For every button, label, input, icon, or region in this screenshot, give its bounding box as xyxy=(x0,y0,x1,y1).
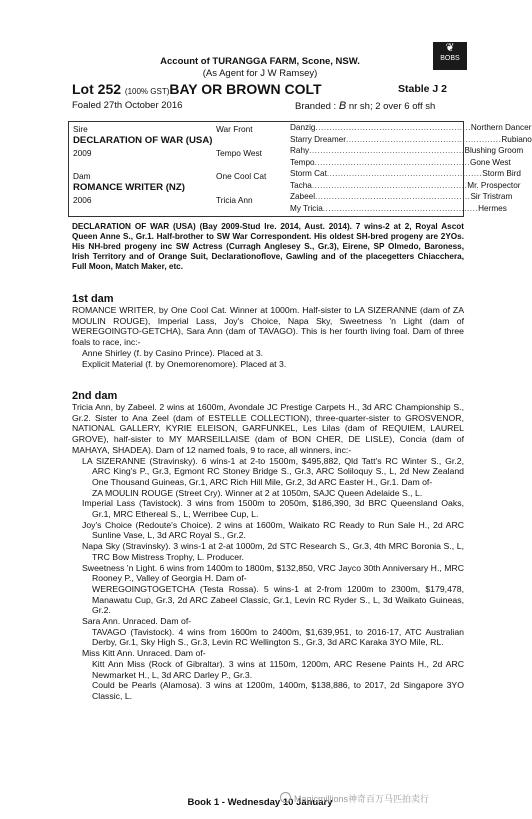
sire-year: 2009 xyxy=(73,148,92,158)
pedigree-line: Rahy ........................................................ Blushing Groom xyxy=(290,146,524,155)
progeny-entry: Napa Sky (Stravinsky). 3 wins-1 at 2-at 1000m, 2d STC Research S., Gr.3, 4th MRC Boronia S., L, TRC Bow Mistress Trophy, L. Producer. xyxy=(82,541,464,562)
account-line: Account of TURANGGA FARM, Scone, NSW. xyxy=(160,56,360,67)
pedigree-line: Storm Cat ........................................................ Storm Bird xyxy=(290,169,521,178)
first-dam-section xyxy=(72,305,464,369)
pedigree-line: My Tricia ........................................................ Hermes xyxy=(290,203,507,213)
page-footer: Book 1 - Wednesday 10 January xyxy=(187,797,333,808)
progeny-entry: TAVAGO (Tavistock). 4 wins from 1600m to 2400m, $1,639,951, to 2016-17, ATC Australian Derby, Gr.1, Sky High S., Gr.3, Levin RC Wellington S., Gr.3, 3d ARC Karaka 3YO Mile, RL. xyxy=(92,626,464,648)
progeny-entry: Joy's Choice (Redoute's Choice). 2 wins at 1600m, Waikato RC Ready to Run Sale H., 2d ARC Sunline Vase, L, 3d ARC Royal S., Gr.2. xyxy=(82,519,464,541)
pedigree-line: Danzig ........................................................ Northern Dancer xyxy=(290,123,532,132)
second-dam-text: Tricia Ann, by Zabeel. 2 wins at 1600m, Avondale JC Prestige Carpets H., 3d ARC Championship S., Gr.2. Sister to Ana Zeel (dam of ESTELLE COLLECTION), three-quarter-sister to GROSVENOR, NATIONAL GALLERY, KYRIE ELEISON, GARFUNKEL, Les Lilas (dam of REQUIEM, LAUREL GROVE), half-sister to MY MARSEILLAISE (dam of BON CHER, DE LISLE), Concia (dam of MAHAYA, SHADEA). Dam of 12 named foals, 9 to race, all winners, inc:- xyxy=(72,402,464,455)
progeny-entry: LA SIZERANNE (Stravinsky). 6 wins-1 at 2-to 1500m, $495,882, Qld Tatt's RC Winter S., Gr.2, ARC King's P., Gr.3, Egmont RC Stoney Bridge S., Gr.3, ARC Soliloquy S., L, 2d New Zealand One Thousand Guineas, Gr.1, ARC Rich Hill Mile, Gr.2, 3d ARC Easter H., Gr.1. Dam of- xyxy=(82,455,464,487)
progeny-entry: Sara Ann. Unraced. Dam of- xyxy=(82,616,192,627)
sire-label: Sire xyxy=(73,124,88,134)
pedigree-line: Tempo ........................................................ Gone West xyxy=(290,157,511,167)
gst-note: (100% GST) xyxy=(124,87,170,96)
progeny-entry: Sweetness 'n Light. 6 wins from 1400m to 1800m, $132,850, VRC Jayco 30th Anniversary H., MRC Rooney P., Valley of Georgia H. Dam of- xyxy=(82,562,464,584)
brand-mark: B xyxy=(338,100,347,112)
branded-info xyxy=(295,100,435,112)
pedigree-line: Tacha ........................................................ Mr. Prospector xyxy=(290,180,521,190)
second-dam-section xyxy=(72,402,464,702)
first-dam-foal: Explicit Material (f. by Onemorenomore). Placed at 3. xyxy=(82,358,287,369)
progeny-entry: Imperial Lass (Tavistock). 3 wins from 1500m to 2050m, $186,390, 3d BRC Queensland Oaks, Gr.1, MRC Ethereal S., L, Werribee Cup, L. xyxy=(82,498,464,520)
dam-dam: Tricia Ann xyxy=(216,195,253,205)
progeny-entry: WEREGOINGTOGETCHA (Testa Rossa). 5 wins-1 at 2-from 1200m to 2300m, $179,478, Manawatu Cup, Gr.3, 2d ARC Zabeel Classic, Gr.1, Levin RC Ryder S., L, 3d Waikato Guineas, Gr.2. xyxy=(92,583,464,616)
lot-number: Lot 252 xyxy=(72,81,122,97)
progeny-entry: ZA MOULIN ROUGE (Street Cry). Winner at 2 at 1050m, SAJC Queen Adelaide S., L. xyxy=(92,487,423,498)
branded-label: Branded : xyxy=(295,101,339,112)
progeny-entry: Kitt Ann Miss (Rock of Gibraltar). 3 wins at 1150m, 1200m, ARC Resene Paints H., 2d ARC Newmarket H., L, 3d ARC Darley P., Gr.3. xyxy=(92,658,464,680)
watermark-text: Magicmillions神奇百万马匹拍卖行 xyxy=(294,794,430,804)
wechat-icon xyxy=(280,792,291,803)
stable-label: Stable J 2 xyxy=(398,83,448,95)
lot-title xyxy=(72,81,322,97)
dam-year: 2006 xyxy=(73,195,92,205)
first-dam-heading: 1st dam xyxy=(72,293,114,305)
pedigree-line: Starry Dreamer ........................................................ Rubiano xyxy=(290,134,532,144)
second-dam-heading: 2nd dam xyxy=(72,390,118,402)
foaled-date: Foaled 27th October 2016 xyxy=(72,100,183,111)
sire-dam: Tempo West xyxy=(216,148,262,158)
first-dam-foal: Anne Shirley (f. by Casino Prince). Placed at 3. xyxy=(82,347,264,358)
first-dam-text: ROMANCE WRITER, by One Cool Cat. Winner at 1000m. Half-sister to LA SIZERANNE (dam of ZA MOULIN ROUGE), Imperial Lass, Joy's Choice, Napa Sky, Sweetness 'n Light (dam of WEREGOINGTO-GETCHA), Sara Ann (dam of TAVAGO). This is her fourth living foal. Dam of three foals to race, inc:- xyxy=(72,305,464,348)
pedigree-line: Zabeel ........................................................ Sir Tristram xyxy=(290,192,513,201)
progeny-entry: Could be Pearls (Alamosa). 3 wins at 1200m, 1400m, $138,886, to 2017, 2d Singapore 3YO Classic, L. xyxy=(92,680,464,701)
dam-name: ROMANCE WRITER (NZ) xyxy=(73,182,185,193)
pedigree-table xyxy=(68,121,532,217)
sire-name: DECLARATION OF WAR (USA) xyxy=(73,135,213,146)
bobs-logo: ❦ BOBS xyxy=(433,42,467,70)
dam-label: Dam xyxy=(73,171,91,181)
sire-description: DECLARATION OF WAR (USA) (Bay 2009-Stud Ire. 2014, Aust. 2014). 7 wins-2 at 2, Royal Ascot Queen Anne S., Gr.1. Half-brother to SW War Correspondent. His oldest SH-bred progeny are 2YOs. His NH-bred progeny inc SW Actress (Curragh Anglesey S., Gr.3), Eirene, SP Olmedo, Baroness, Irish Territory and of Orange Suit, Declarationoflove, Gawling and of the placegetters Chiacchera, Full Moon, Match Maker, etc. xyxy=(72,222,464,271)
watermark xyxy=(280,792,429,805)
progeny-entry: Miss Kitt Ann. Unraced. Dam of- xyxy=(82,648,206,659)
branded-marks: nr sh; 2 over 6 off sh xyxy=(346,101,436,112)
horse-description: BAY OR BROWN COLT xyxy=(169,81,322,97)
agent-line: (As Agent for J W Ramsey) xyxy=(202,68,318,79)
sire-sire: War Front xyxy=(216,124,253,134)
dam-sire: One Cool Cat xyxy=(216,171,267,181)
